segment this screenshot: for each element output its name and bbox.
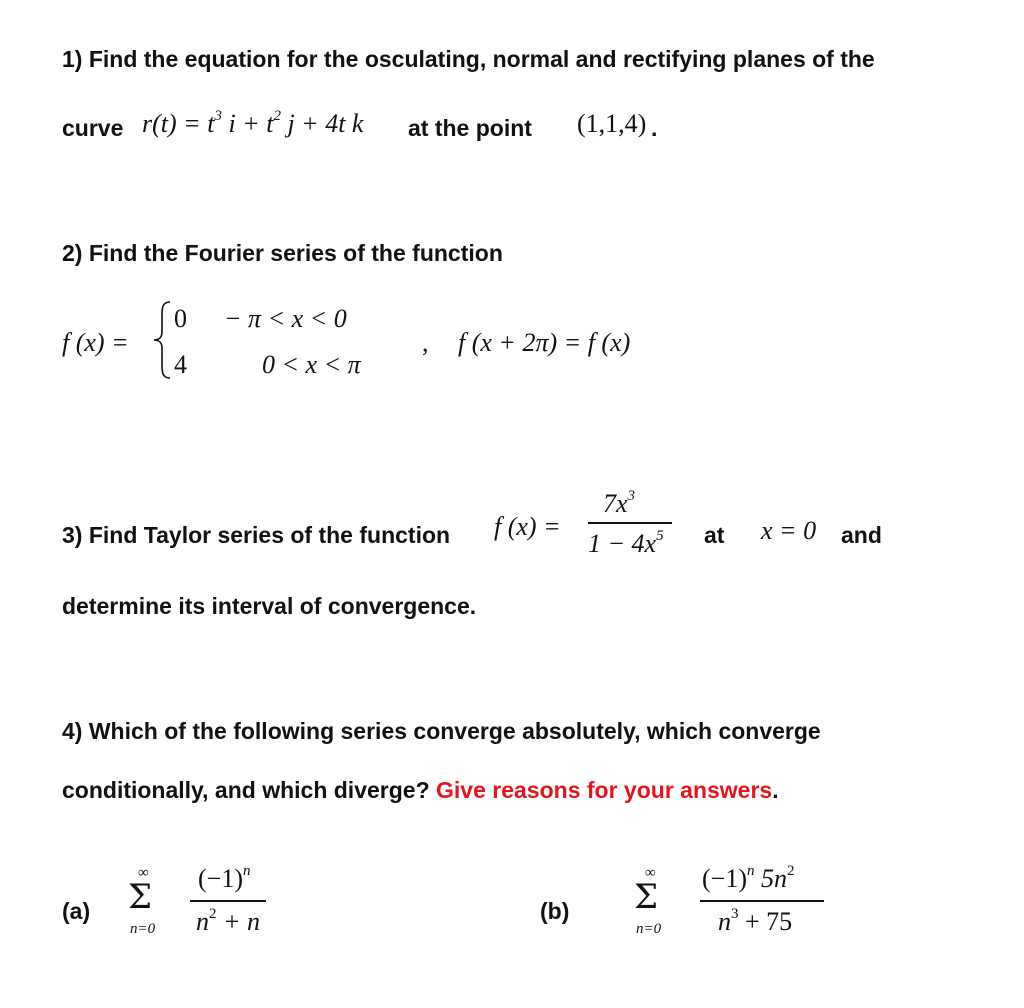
b-den-rest: + 75 — [738, 907, 793, 936]
denominator-exp: 5 — [656, 528, 664, 544]
problem-2-heading: 2) Find the Fourier series of the function — [62, 240, 503, 266]
i-part: i + t — [221, 109, 274, 138]
series-b-lower: n=0 — [636, 921, 662, 937]
a-den-exp: 2 — [209, 906, 217, 922]
exp-2: 2 — [273, 108, 281, 124]
series-a-label: (a) — [62, 898, 91, 924]
line-2-black: conditionally, and which diverge? — [62, 777, 437, 803]
numerator-exp: 3 — [627, 488, 636, 504]
f-lhs-3: f (x) = — [494, 512, 561, 541]
at-word: at — [704, 522, 725, 548]
periodicity: f (x + 2π) = f (x) — [458, 328, 631, 357]
point: (1,1,4) — [577, 109, 647, 138]
x-equals-zero: x = 0 — [761, 516, 817, 545]
r-lhs: r(t) = t — [142, 109, 215, 138]
left-brace — [152, 300, 174, 380]
taylor-numerator — [603, 488, 636, 518]
taylor-denominator — [588, 528, 664, 558]
series-b-label: (b) — [540, 898, 570, 924]
series-a-numerator — [198, 863, 251, 893]
a-den-rest: + n — [216, 907, 261, 936]
b-num-5n: 5n — [754, 864, 787, 893]
series-a-lower: n=0 — [130, 921, 156, 937]
exp-3: 3 — [214, 108, 222, 124]
at-the-point: at the point — [408, 115, 532, 141]
series-b-upper: ∞ — [645, 865, 656, 881]
series-b-denominator — [718, 906, 793, 936]
b-num-text: (−1) — [702, 864, 747, 893]
comma: , — [422, 328, 429, 357]
b-den-n: n — [718, 907, 731, 936]
series-a-upper: ∞ — [138, 865, 149, 881]
series-b-sigma: Σ — [634, 877, 659, 917]
numerator-text: 7x — [603, 489, 628, 518]
series-b-numerator — [702, 863, 795, 893]
problem-3-line-2: determine its interval of convergence. — [62, 593, 477, 619]
period: . — [651, 115, 658, 141]
curve-rest: j + 4t k — [280, 109, 364, 138]
case-2-value: 4 — [174, 350, 187, 379]
denominator-text: 1 − 4x — [588, 529, 657, 558]
reasons-highlight: Give reasons for your answers — [436, 777, 773, 803]
f-lhs-2: f (x) = — [62, 328, 129, 357]
problem-4-line-1: 4) Which of the following series converge absolutely, which converge — [62, 718, 821, 744]
case-1-value: 0 — [174, 304, 187, 333]
series-a-denominator — [196, 906, 261, 936]
problem-4-line-2 — [62, 779, 779, 802]
a-num-text: (−1) — [198, 864, 243, 893]
curve-word: curve — [62, 115, 124, 141]
problem-3-heading: 3) Find Taylor series of the function — [62, 522, 451, 548]
b-num-exp-2: 2 — [786, 863, 795, 879]
problem-1-line-1: 1) Find the equation for the osculating, normal and rectifying planes of the — [62, 46, 875, 72]
series-a-fraction-bar — [190, 900, 266, 902]
a-den-n: n — [196, 907, 209, 936]
line-2-end: . — [772, 777, 779, 803]
case-1-condition: − π < x < 0 — [224, 304, 347, 333]
case-2-condition: 0 < x < π — [262, 350, 361, 379]
series-a-sigma: Σ — [128, 877, 153, 917]
b-num-exp-n: n — [746, 863, 755, 879]
a-num-exp: n — [242, 863, 251, 879]
b-den-exp: 3 — [731, 906, 739, 922]
and-word: and — [841, 522, 882, 548]
curve-equation — [142, 108, 364, 138]
series-b-fraction-bar — [700, 900, 824, 902]
taylor-fraction-bar — [588, 522, 672, 524]
